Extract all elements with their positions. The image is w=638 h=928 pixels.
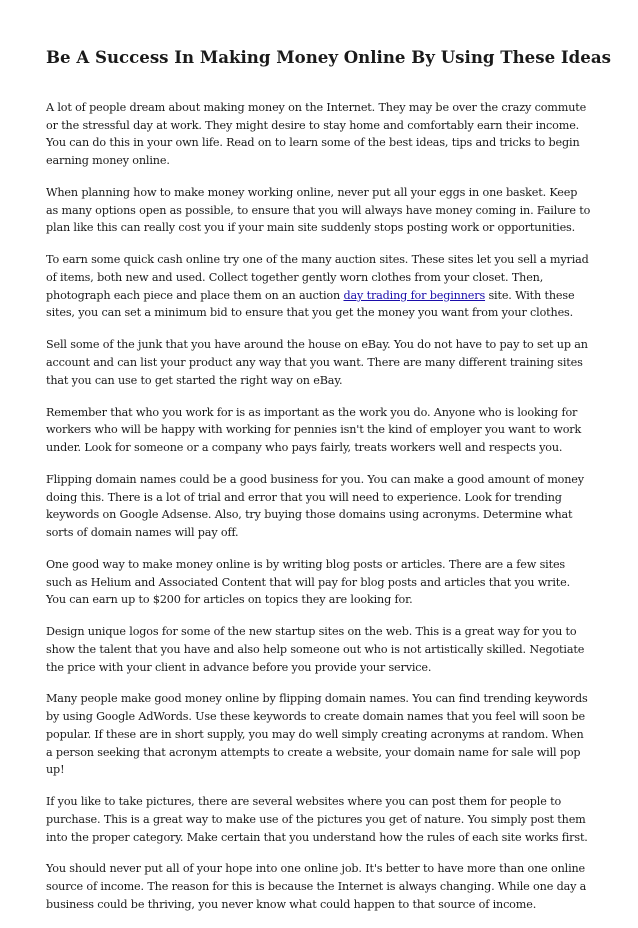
- paragraph-4: Sell some of the junk that you have around the house on eBay. You do not have to pay to set up an account and can list your product any way that you want. There are many different training sites that you can use to get started the right way on eBay.: [46, 338, 588, 387]
- paragraph-9: Many people make good money online by flipping domain names. You can find trending keywords by using Google AdWords. Use these keywords to create domain names that you feel will soon be popular. If these are in short supply, you may do well simply creating acronyms at random. When a person seeking that acronym attempts to create a website, your domain name for sale will pop up!: [46, 692, 588, 777]
- day-trading-link[interactable]: day trading for beginners: [343, 288, 486, 302]
- paragraph-11: You should never put all of your hope into one online job. It's better to have more than one online source of income. The reason for this is because the Internet is always changing. While one day a business could be thriving, you never know what could happen to that source of income.: [46, 862, 587, 911]
- paragraph-3-text-end: site. With these sites, you can set a minimum bid to ensure that you get the money you want from your clothes.: [46, 288, 575, 320]
- paragraph-10: If you like to take pictures, there are several websites where you can post them for people to purchase. This is a great way to make use of the pictures you get of nature. You simply post them into the proper category. Make certain that you understand how the rules of each site works first.: [46, 795, 588, 844]
- page-title: Be A Success In Making Money Online By Using These Ideas: [46, 47, 611, 67]
- paragraph-7: One good way to make money online is by writing blog posts or articles. There are a few sites such as Helium and Associated Content that will pay for blog posts and articles that you write. You can earn up to $200 for articles on topics they are looking for.: [46, 557, 570, 607]
- paragraph-2: When planning how to make money working online, never put all your eggs in one basket. Keep as many options open as possible, to ensure that you will always have money coming in. Failure to plan like this can really cost you if your main site suddenly stops posting work or opportunities.: [46, 186, 591, 235]
- document-page: [46, 46, 611, 928]
- paragraph-3: [46, 251, 592, 322]
- paragraph-1: A lot of people dream about making money on the Internet. They may be over the crazy commute or the stressful day at work. They might desire to stay home and comfortably earn their income. You can do this in your own life. Read on to learn some of the best ideas, tips and tricks to begin earning money online.: [46, 101, 587, 168]
- paragraph-8: Design unique logos for some of the new startup sites on the web. This is a great way for you to show the talent that you have and also help someone out who is not artistically skilled. Negotiate the price with your client in advance before you provide your service.: [46, 625, 585, 674]
- paragraph-5: Remember that who you work for is as important as the work you do. Anyone who is looking for workers who will be happy with working for pennies isn't the kind of employer you want to work under. Look for someone or a company who pays fairly, treats workers well and respects you.: [46, 405, 582, 454]
- paragraph-3-text-start: To earn some quick cash online try one of the many auction sites. These sites let you sell a myriad of items, both new and used. Collect together gently worn clothes from your closet. Then, photograph each piece and place them on an auction: [46, 253, 589, 302]
- paragraph-6: Flipping domain names could be a good business for you. You can make a good amount of money doing this. There is a lot of trial and error that you will need to experience. Look for trending keywords on Google Adsense. Also, try buying those domains using acronyms. Determine what sorts of domain names will pay off.: [46, 472, 584, 539]
